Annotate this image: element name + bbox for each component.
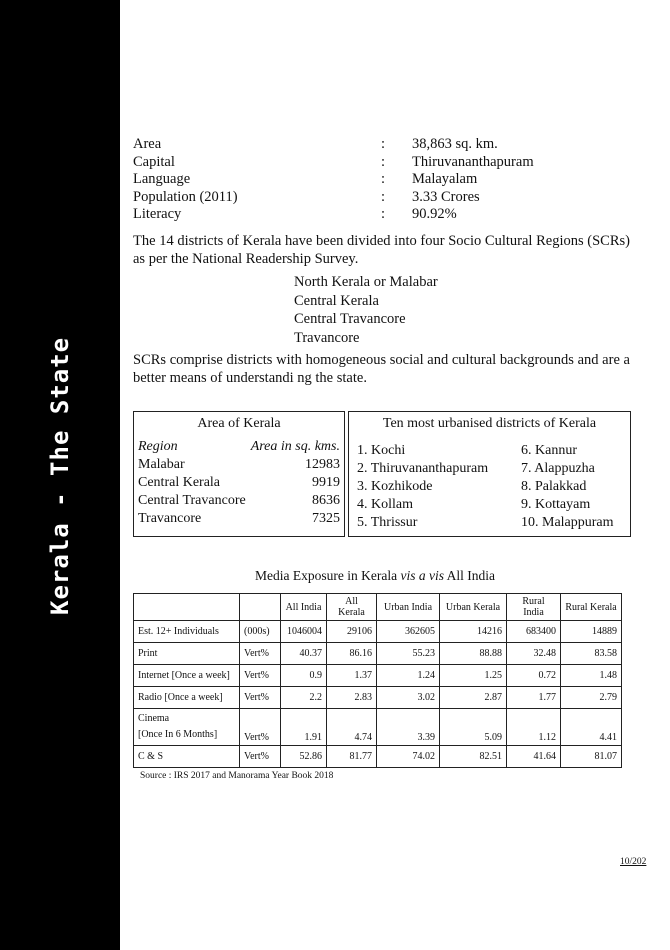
fact-row-language (133, 171, 613, 189)
media-row (134, 709, 622, 746)
area-row (134, 456, 344, 474)
media-row-unit: Vert% (240, 746, 281, 768)
fact-label: Population (2011) (133, 188, 238, 205)
media-cell: 2.2 (281, 687, 327, 709)
media-cell: 86.16 (327, 643, 377, 665)
urbanised-item: 5. Thrissur (357, 515, 418, 530)
fact-label: Language (133, 171, 191, 187)
area-region: Malabar (138, 457, 185, 472)
media-row-label: Internet [Once a week] (134, 665, 240, 687)
media-row-label: Radio [Once a week] (134, 687, 240, 709)
fact-label: Capital (133, 153, 175, 170)
intro-paragraph: The 14 districts of Kerala have been divided into four Socio Cultural Regions (SCRs) as per the National Readership Survey. (133, 233, 630, 267)
media-cell: 1.25 (440, 665, 507, 687)
media-cell: 0.72 (507, 665, 561, 687)
media-cell: 3.02 (377, 687, 440, 709)
media-header-cell: Urban India (377, 594, 440, 621)
media-header-cell: Rural India (507, 594, 561, 621)
media-row-unit: Vert% (240, 687, 281, 709)
urbanised-item: 2. Thiruvananthapuram (357, 461, 489, 476)
media-source-note: Source : IRS 2017 and Manorama Year Book 2018 (140, 771, 334, 781)
area-row (134, 492, 344, 510)
area-region: Central Travancore (138, 493, 246, 508)
media-row-label-cinema (134, 709, 240, 746)
fact-separator: : (381, 188, 386, 205)
media-row-unit: Vert% (240, 709, 281, 746)
media-exposure-table (133, 593, 622, 768)
urbanised-item: 10. Malappuram (521, 515, 614, 530)
fact-value: 38,863 sq. km. (412, 136, 498, 152)
urbanised-item: 7. Alappuzha (521, 461, 595, 476)
fact-separator: : (381, 171, 386, 187)
area-value: 7325 (312, 511, 340, 526)
media-row (134, 621, 622, 643)
media-row-label: Cinema (138, 713, 170, 724)
area-header-region: Region (138, 439, 178, 454)
urbanised-item: 1. Kochi (357, 443, 406, 458)
media-cell: 3.39 (377, 709, 440, 746)
fact-row-area (133, 136, 613, 154)
media-cell: 1.37 (327, 665, 377, 687)
media-cell: 32.48 (507, 643, 561, 665)
area-table-header (134, 438, 344, 456)
media-cell: 74.02 (377, 746, 440, 768)
media-cell: 362605 (377, 621, 440, 643)
media-title-pre: Media Exposure in Kerala (255, 568, 401, 583)
scr-region-item: Travancore (294, 329, 360, 346)
scr-region-item: Central Kerala (294, 292, 379, 309)
media-cell: 1046004 (281, 621, 327, 643)
urbanised-item: 9. Kottayam (521, 497, 591, 512)
media-cell: 52.86 (281, 746, 327, 768)
media-title-post: All India (443, 568, 495, 583)
urbanised-item: 3. Kozhikode (357, 479, 433, 494)
page-number: 10/202 (620, 857, 647, 867)
media-header-cell (240, 594, 281, 621)
media-cell: 5.09 (440, 709, 507, 746)
area-row (134, 474, 344, 492)
fact-row-capital (133, 154, 613, 172)
area-table-title: Area of Kerala (197, 416, 281, 431)
area-value: 9919 (312, 475, 340, 490)
fact-row-population (133, 189, 613, 207)
scr-region-item: North Kerala or Malabar (294, 274, 438, 290)
media-cell: 2.79 (561, 687, 622, 709)
area-header-area: Area in sq. kms. (250, 439, 340, 454)
media-row-label: Est. 12+ Individuals (134, 621, 240, 643)
fact-row-literacy (133, 206, 613, 224)
media-cell: 82.51 (440, 746, 507, 768)
area-row (134, 510, 344, 528)
media-cell: 683400 (507, 621, 561, 643)
media-cell: 0.9 (281, 665, 327, 687)
media-cell: 1.91 (281, 709, 327, 746)
media-row-unit: (000s) (240, 621, 281, 643)
fact-separator: : (381, 206, 386, 222)
urbanised-item: 8. Palakkad (521, 479, 587, 494)
media-header-cell: Urban Kerala (440, 594, 507, 621)
media-row (134, 746, 622, 768)
media-cell: 2.87 (440, 687, 507, 709)
media-cell: 29106 (327, 621, 377, 643)
fact-value: 90.92% (412, 206, 457, 222)
media-row-label-sub: [Once In 6 Months] (138, 729, 218, 740)
media-cell: 41.64 (507, 746, 561, 768)
urbanised-districts-box (348, 411, 631, 537)
media-header-row (134, 594, 622, 621)
media-cell: 1.77 (507, 687, 561, 709)
media-cell: 1.48 (561, 665, 622, 687)
media-header-cell: Rural Kerala (561, 594, 622, 621)
media-cell: 88.88 (440, 643, 507, 665)
media-cell: 4.41 (561, 709, 622, 746)
media-exposure-title (120, 568, 630, 584)
area-value: 8636 (312, 493, 340, 508)
scr-description: SCRs comprise districts with homogeneous social and cultural backgrounds and are a better means of understandi ng the state. (133, 352, 630, 386)
media-row-unit: Vert% (240, 643, 281, 665)
media-row (134, 687, 622, 709)
media-row-label: C & S (134, 746, 240, 768)
media-row-label: Print (134, 643, 240, 665)
fact-value: 3.33 Crores (412, 188, 480, 205)
area-region: Travancore (138, 511, 202, 526)
urbanised-title: Ten most urbanised districts of Kerala (382, 416, 597, 431)
area-region: Central Kerala (138, 475, 221, 490)
fact-label: Literacy (133, 206, 182, 222)
fact-label: Area (133, 136, 162, 152)
media-cell: 4.74 (327, 709, 377, 746)
media-cell: 2.83 (327, 687, 377, 709)
media-row (134, 665, 622, 687)
sidebar-title: Kerala - The State (46, 336, 74, 615)
media-cell: 81.07 (561, 746, 622, 768)
media-cell: 81.77 (327, 746, 377, 768)
urbanised-item: 6. Kannur (521, 443, 577, 458)
area-value: 12983 (305, 457, 340, 472)
fact-separator: : (381, 136, 386, 152)
media-header-cell (134, 594, 240, 621)
media-header-cell: All India (281, 594, 327, 621)
media-cell: 55.23 (377, 643, 440, 665)
media-cell: 14216 (440, 621, 507, 643)
media-header-cell: All Kerala (327, 594, 377, 621)
fact-value: Malayalam (412, 171, 478, 187)
media-cell: 14889 (561, 621, 622, 643)
scr-region-item: Central Travancore (294, 311, 406, 327)
media-row (134, 643, 622, 665)
sidebar (0, 0, 120, 950)
media-cell: 40.37 (281, 643, 327, 665)
media-cell: 1.12 (507, 709, 561, 746)
media-row-unit: Vert% (240, 665, 281, 687)
fact-separator: : (381, 153, 386, 170)
fact-value: Thiruvananthapuram (412, 153, 534, 170)
media-title-em: vis a vis (400, 568, 444, 583)
media-cell: 1.24 (377, 665, 440, 687)
media-cell: 83.58 (561, 643, 622, 665)
state-facts (133, 136, 613, 224)
scr-region-list (294, 273, 438, 347)
urbanised-item: 4. Kollam (357, 497, 413, 512)
area-of-kerala-box (133, 411, 345, 537)
